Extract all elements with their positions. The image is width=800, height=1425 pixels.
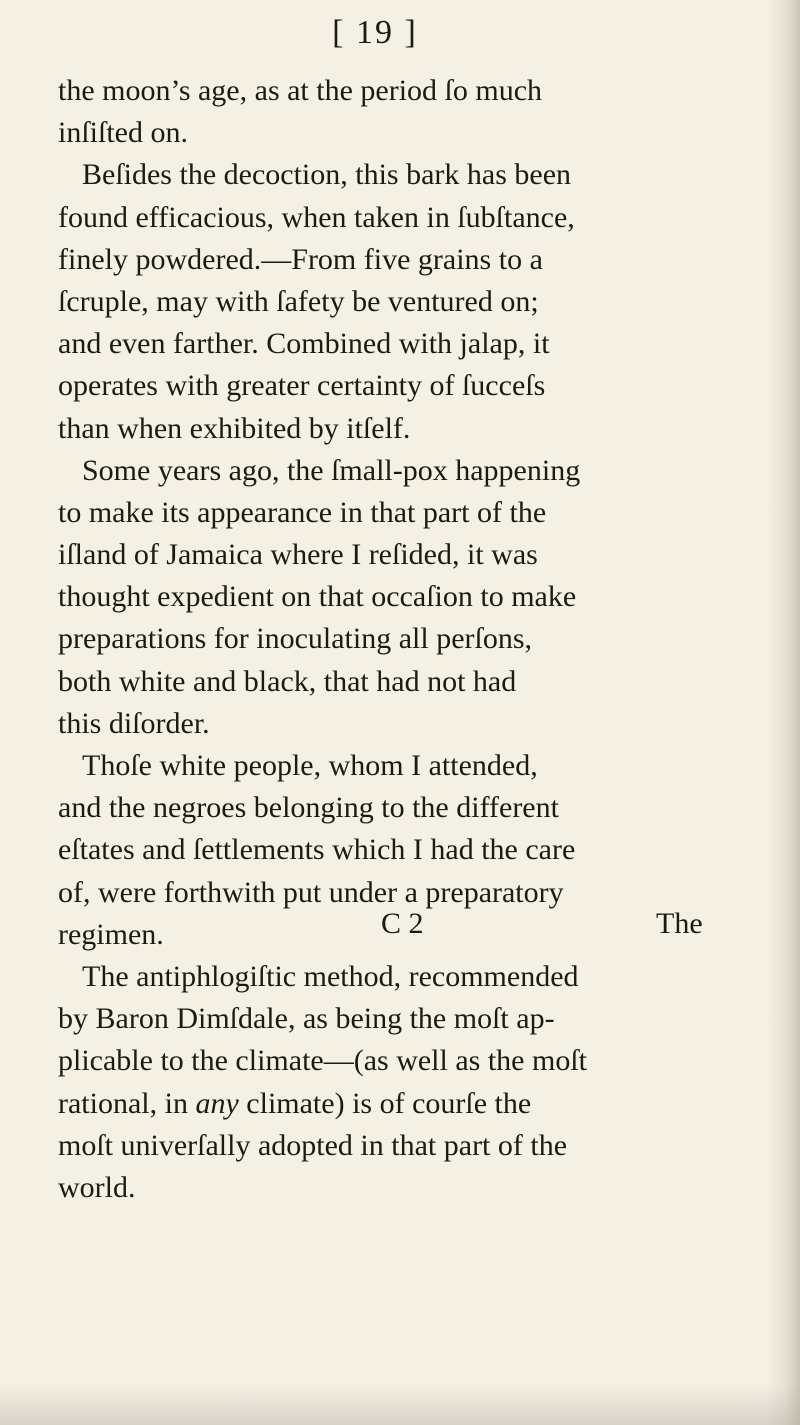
text-line: Beſides the decoction, this bark has been [82,158,572,192]
text-line-with-italic [58,1083,738,1125]
text-segment: rational, in [58,1086,196,1120]
text-line: ſcruple, may with ſafety be ventured on; [58,284,539,318]
text-line: the moon’s age, as at the period ſo much [58,74,543,107]
text-line: and even farther. Combined with jalap, it [58,327,550,361]
text-line: Thoſe white people, whom I attended, [82,749,538,782]
text-line: inſiſted on. [58,116,188,150]
body-text [58,70,738,1209]
text-line: iſland of Jamaica where I reſided, it was [58,538,538,572]
text-line: to make its appearance in that part of the [58,495,547,529]
text-line: The antiphlogiſtic method, recommended [82,959,579,993]
page-bottom-shadow [0,1385,800,1425]
text-line: than when exhibited by itſelf. [58,411,411,445]
text-segment: climate) is of courſe the [238,1086,532,1120]
text-line: found efficacious, when taken in ſubſtance, [58,200,575,234]
text-line: and the negroes belonging to the different [58,791,559,825]
text-line: of, were forthwith put under a preparatory [58,875,564,909]
text-line: finely powdered.—From five grains to a [58,242,543,276]
page-number: [ 19 ] [332,14,418,51]
text-line: eſtates and ſettlements which I had the care [58,833,576,867]
text-line: thought expedient on that occaſion to make [58,580,577,614]
page-number-header [0,14,800,52]
text-line: operates with greater certainty of ſucceſs [58,369,546,403]
text-line: regimen. [58,917,164,951]
page-footer [58,904,800,944]
text-line: moſt univerſally adopted in that part of the [58,1128,568,1162]
text-line: by Baron Dimſdale, as being the moſt ap- [58,1002,555,1036]
text-line: plicable to the climate—(as well as the moſt [58,1044,587,1078]
signature-mark: C 2 [381,907,424,940]
text-line: both white and black, that had not had [58,664,517,698]
italic-emphasis: any [195,1086,239,1120]
catchword: The [656,907,703,940]
text-line: this diſorder. [58,706,210,740]
text-line: Some years ago, the ſmall-pox happening [82,453,581,487]
text-line: world. [58,1170,136,1204]
text-line: preparations for inoculating all perſons, [58,622,533,656]
page-edge-shadow [766,0,800,1425]
